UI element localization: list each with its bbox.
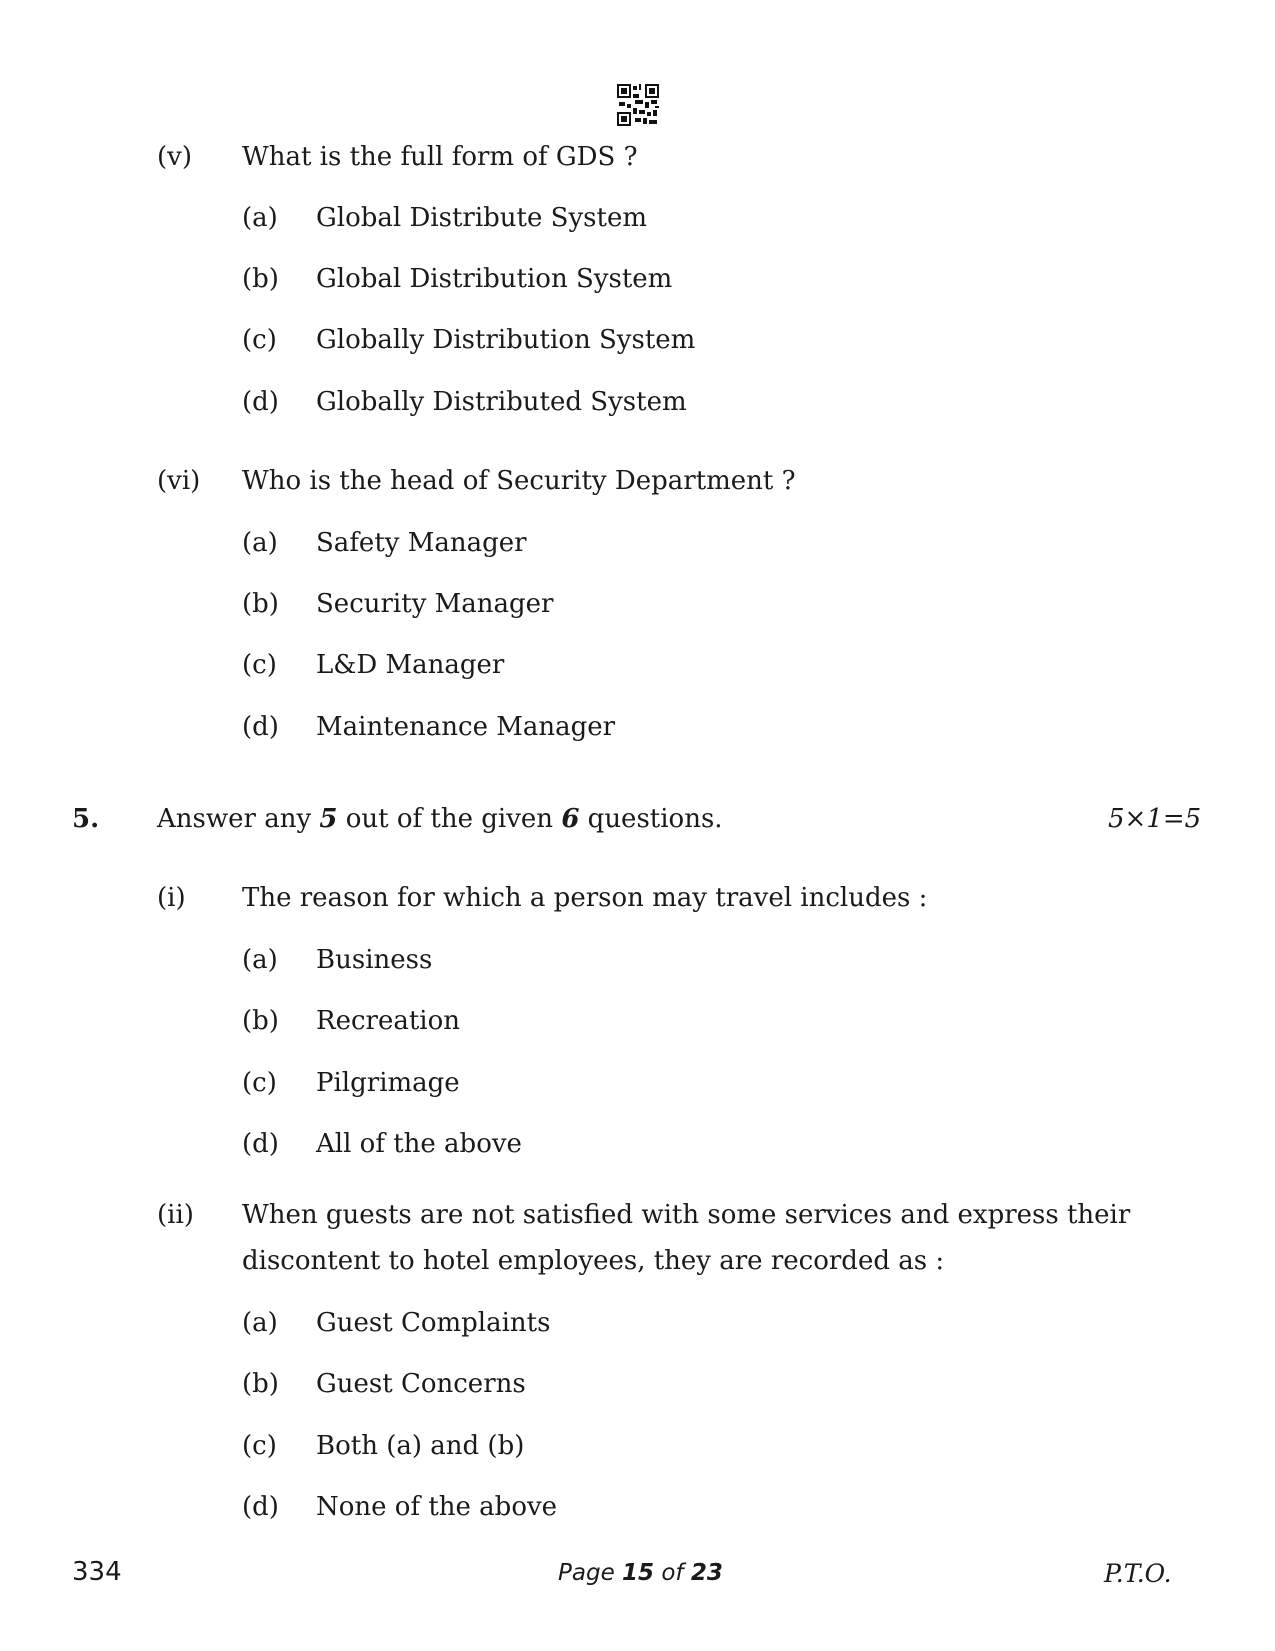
option-label: (d)	[242, 387, 279, 417]
marks-label: 5×1=5	[1108, 804, 1202, 834]
question-text-line1: When guests are not satisfied with some services and express their	[242, 1200, 1131, 1230]
option-label: (d)	[242, 712, 279, 742]
question-number: (v)	[157, 142, 192, 172]
option-text: L&D Manager	[316, 650, 505, 680]
question-number: (i)	[157, 883, 186, 913]
option-label: (c)	[242, 1068, 277, 1098]
option-label: (c)	[242, 325, 277, 355]
question-text-line2: discontent to hotel employees, they are recorded as :	[242, 1246, 945, 1276]
option-text: All of the above	[316, 1129, 522, 1159]
option-label: (b)	[242, 1369, 279, 1399]
option-text: Business	[316, 945, 433, 975]
question-instruction: Answer any 5 out of the given 6 questions.	[157, 804, 723, 834]
question-text: The reason for which a person may travel includes :	[242, 883, 928, 913]
option-label: (b)	[242, 264, 279, 294]
option-text: Globally Distributed System	[316, 387, 687, 417]
page-number: Page 15 of 23	[558, 1560, 723, 1586]
option-text: Global Distribute System	[316, 203, 647, 233]
option-text: Guest Complaints	[316, 1308, 551, 1338]
qr-code-icon	[617, 84, 659, 126]
option-text: Safety Manager	[316, 528, 527, 558]
option-label: (c)	[242, 650, 277, 680]
option-text: None of the above	[316, 1492, 558, 1522]
option-label: (a)	[242, 1308, 278, 1338]
option-label: (a)	[242, 945, 278, 975]
option-text: Global Distribution System	[316, 264, 673, 294]
option-text: Globally Distribution System	[316, 325, 696, 355]
option-label: (a)	[242, 203, 278, 233]
option-label: (a)	[242, 528, 278, 558]
option-label: (c)	[242, 1431, 277, 1461]
subject-code: 334	[72, 1557, 122, 1587]
option-text: Recreation	[316, 1006, 461, 1036]
question-text: What is the full form of GDS ?	[242, 142, 638, 172]
question-text: Who is the head of Security Department ?	[242, 466, 796, 496]
question-number: 5.	[72, 804, 100, 834]
option-text: Pilgrimage	[316, 1068, 460, 1098]
option-text: Maintenance Manager	[316, 712, 616, 742]
option-label: (b)	[242, 1006, 279, 1036]
option-label: (d)	[242, 1129, 279, 1159]
option-label: (d)	[242, 1492, 279, 1522]
option-label: (b)	[242, 589, 279, 619]
option-text: Both (a) and (b)	[316, 1431, 525, 1461]
option-text: Security Manager	[316, 589, 554, 619]
question-number: (ii)	[157, 1200, 194, 1230]
option-text: Guest Concerns	[316, 1369, 526, 1399]
pto-label: P.T.O.	[1104, 1559, 1172, 1588]
question-number: (vi)	[157, 466, 201, 496]
